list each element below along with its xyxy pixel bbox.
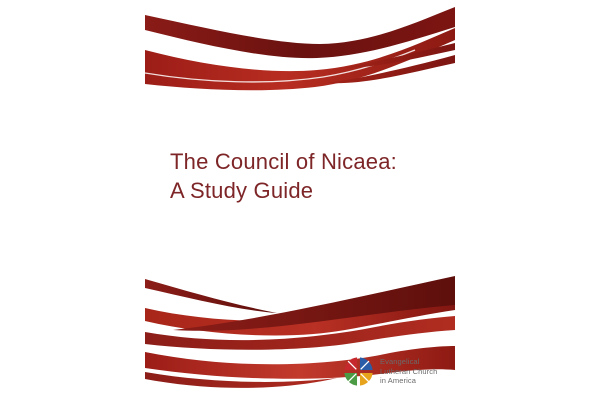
elca-logo (342, 355, 437, 388)
logo-text-line-1: Evangelical (380, 357, 420, 367)
document-page (145, 0, 455, 400)
title-line-2: A Study Guide (170, 178, 314, 203)
logo-text-line-2: Lutheran Church (380, 366, 438, 376)
document-title (170, 147, 397, 205)
bottom-wave-whisker (145, 279, 277, 313)
elca-emblem-icon (342, 355, 375, 388)
logo-text-line-3: in America (380, 376, 417, 386)
title-line-1: The Council of Nicaea: (170, 149, 397, 174)
top-wave-graphic (145, 0, 455, 100)
elca-logo-text (380, 357, 437, 386)
